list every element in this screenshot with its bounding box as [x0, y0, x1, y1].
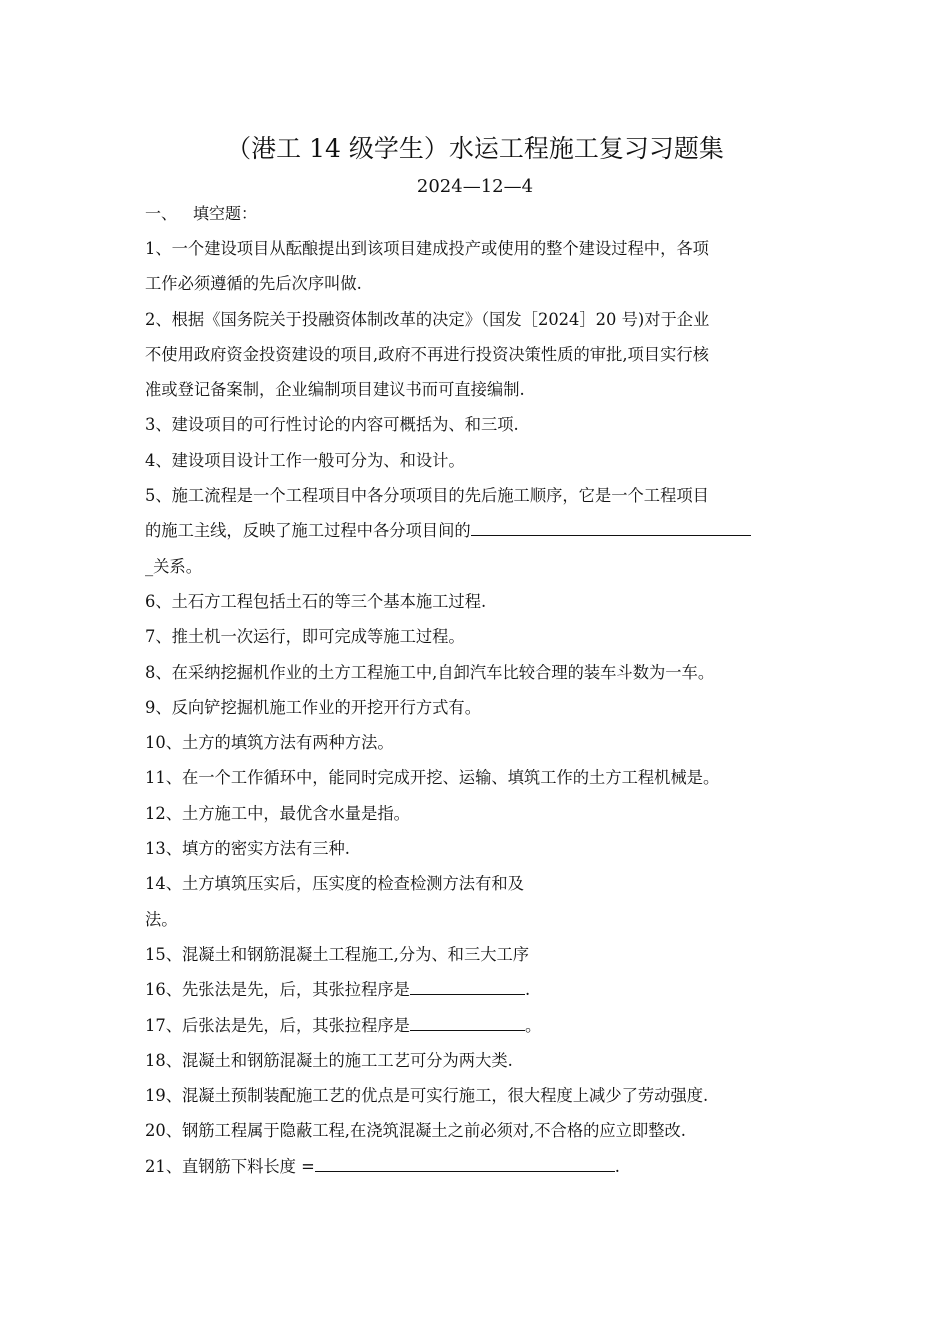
question-5-line-2 [145, 513, 810, 548]
question-14-line-2: 法。 [145, 909, 178, 929]
question-10: 10、土方的填筑方法有两种方法。 [145, 733, 394, 753]
question-21 [145, 1149, 810, 1184]
question-1-line-1: 1、一个建设项目从酝酿提出到该项目建成投产或使用的整个建设过程中，各项 [145, 239, 709, 258]
answer-blank [410, 1008, 525, 1031]
question-5-line-2-text: 的施工主线，反映了施工过程中各分项目间的 [145, 521, 471, 541]
question-list [145, 231, 810, 1184]
question-2-line-3: 准或登记备案制，企业编制项目建议书而可直接编制. [145, 380, 525, 400]
answer-blank [410, 972, 525, 995]
question-13: 13、填方的密实方法有三种. [145, 839, 350, 859]
document-date: 2024—12—4 [416, 176, 534, 197]
section-number: 一、 [145, 204, 178, 223]
question-21-end: . [614, 1156, 620, 1176]
question-11: 11、在一个工作循环中，能同时完成开挖、运输、填筑工作的土方工程机械是。 [145, 768, 720, 788]
section-heading [145, 202, 257, 226]
answer-blank [315, 1149, 615, 1172]
question-2-line-2: 不使用政府资金投资建设的项目,政府不再进行投资决策性质的审批,项目实行核 [145, 344, 709, 364]
question-4: 4、建设项目设计工作一般可分为、和设计。 [145, 450, 465, 470]
question-14 [145, 866, 810, 937]
question-8: 8、在采纳挖掘机作业的土方工程施工中,自卸汽车比较合理的装车斗数为一车。 [145, 662, 715, 682]
question-20: 20、钢筋工程属于隐蔽工程,在浇筑混凝土之前必须对,不合格的应立即整改. [145, 1121, 686, 1141]
question-2-line-1: 2、根据《国务院关于投融资体制改革的决定》（国发［2024］20 号)对于企业 [145, 309, 710, 329]
question-3: 3、建设项目的可行性讨论的内容可概括为、和三项. [145, 415, 519, 435]
question-15: 15、混凝土和钢筋混凝土工程施工,分为、和三大工序 [145, 944, 530, 964]
question-16 [145, 972, 810, 1007]
question-19: 19、混凝土预制装配施工艺的优点是可实行施工，很大程度上减少了劳动强度. [145, 1086, 709, 1106]
question-5-line-3: _关系。 [145, 556, 202, 576]
question-16-text: 16、先张法是先，后，其张拉程序是 [145, 980, 410, 1000]
section-label: 填空题： [193, 204, 258, 223]
question-21-text: 21、直钢筋下料长度 = [145, 1156, 315, 1176]
question-12: 12、土方施工中，最优含水量是指。 [145, 803, 410, 823]
question-17 [145, 1008, 810, 1043]
question-5 [145, 478, 810, 584]
question-6: 6、土石方工程包括土石的等三个基本施工过程. [145, 591, 487, 611]
answer-blank [471, 513, 751, 536]
question-17-end: 。 [524, 1015, 542, 1035]
question-9: 9、反向铲挖掘机施工作业的开挖开行方式有。 [145, 697, 481, 717]
document-title: （港工 14 级学生）水运工程施工复习习题集 [226, 134, 724, 163]
question-1-line-2: 工作必须遵循的先后次序叫做. [145, 274, 362, 294]
question-5-line-1: 5、施工流程是一个工程项目中各分项项目的先后施工顺序，它是一个工程项目 [145, 486, 709, 506]
question-2 [145, 302, 810, 408]
question-16-end: . [524, 980, 531, 1000]
question-14-line-1: 14、土方填筑压实后，压实度的检查检测方法有和及 [145, 874, 524, 894]
question-7: 7、推土机一次运行，即可完成等施工过程。 [145, 627, 465, 647]
question-17-text: 17、后张法是先，后，其张拉程序是 [145, 1015, 410, 1035]
question-1 [145, 231, 810, 302]
question-18: 18、混凝土和钢筋混凝土的施工工艺可分为两大类. [145, 1050, 513, 1070]
